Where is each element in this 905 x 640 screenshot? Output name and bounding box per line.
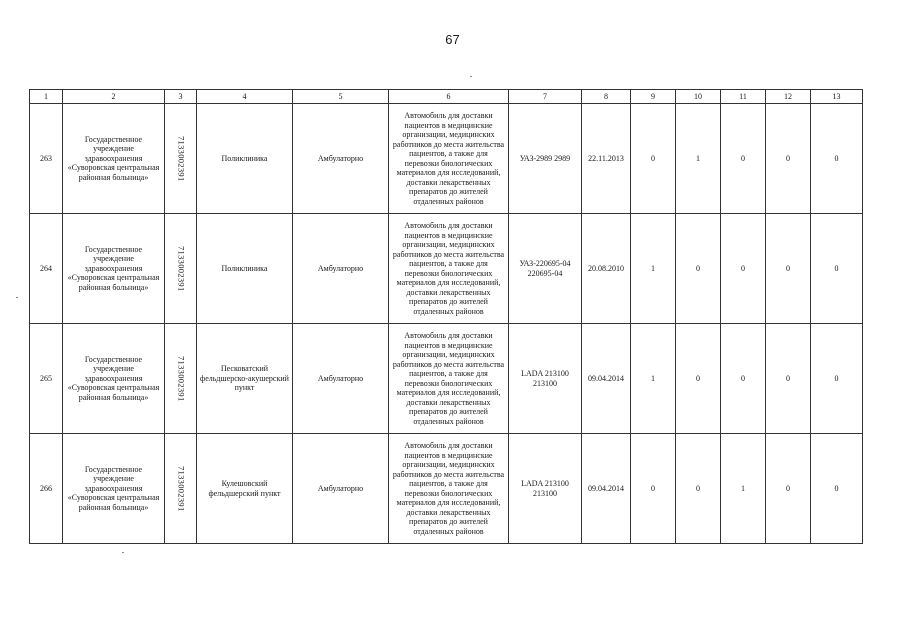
col-10-value: 0: [676, 324, 721, 434]
col-10-value: 1: [676, 104, 721, 214]
vehicle-model: УАЗ-2989 2989: [509, 104, 582, 214]
organization-name: Государственное учреждение здравоохранения «Суворовская центральная районная больница»: [63, 434, 165, 544]
header-col-5: 5: [293, 90, 389, 104]
vehicle-purpose: Автомобиль для доставки пациентов в медицинские организации, медицинских работников до места жительства пациентов, а также для перевозки биологических материалов для исследований, доставки лекарственных препаратов до жителей отдаленных районов: [389, 324, 509, 434]
header-col-9: 9: [631, 90, 676, 104]
header-col-2: 2: [63, 90, 165, 104]
header-col-10: 10: [676, 90, 721, 104]
header-col-8: 8: [582, 90, 631, 104]
col-10-value: 0: [676, 214, 721, 324]
header-col-6: 6: [389, 90, 509, 104]
table-row: [30, 324, 863, 434]
scan-speck: [470, 76, 472, 77]
registration-date: 22.11.2013: [582, 104, 631, 214]
col-12-value: 0: [766, 214, 811, 324]
unit-name: Кулешовский фельдшерский пункт: [197, 434, 293, 544]
vehicle-model: LADA 213100 213100: [509, 324, 582, 434]
col-12-value: 0: [766, 434, 811, 544]
care-type: Амбулаторно: [293, 104, 389, 214]
table-row: [30, 434, 863, 544]
table-row: [30, 104, 863, 214]
organization-name: Государственное учреждение здравоохранения «Суворовская центральная районная больница»: [63, 324, 165, 434]
col-11-value: 0: [721, 214, 766, 324]
vehicle-purpose: Автомобиль для доставки пациентов в медицинские организации, медицинских работников до места жительства пациентов, а также для перевозки биологических материалов для исследований, доставки лекарственных препаратов до жителей отдаленных районов: [389, 214, 509, 324]
col-13-value: 0: [811, 214, 863, 324]
header-col-7: 7: [509, 90, 582, 104]
inn-value: 7133002391: [176, 355, 187, 402]
vehicle-model: УАЗ-220695-04 220695-04: [509, 214, 582, 324]
vehicle-purpose: Автомобиль для доставки пациентов в медицинские организации, медицинских работников до места жительства пациентов, а также для перевозки биологических материалов для исследований, доставки лекарственных препаратов до жителей отдаленных районов: [389, 104, 509, 214]
inn-value: 7133002391: [176, 465, 187, 512]
vehicle-table: [29, 89, 863, 544]
header-col-3: 3: [165, 90, 197, 104]
col-12-value: 0: [766, 104, 811, 214]
col-13-value: 0: [811, 104, 863, 214]
scan-speck: [122, 552, 124, 553]
registration-date: 09.04.2014: [582, 324, 631, 434]
scan-speck: [16, 297, 18, 298]
header-col-1: 1: [30, 90, 63, 104]
inn-cell: [165, 434, 197, 544]
inn-value: 7133002391: [176, 135, 187, 182]
unit-name: Поликлиника: [197, 104, 293, 214]
header-col-4: 4: [197, 90, 293, 104]
vehicle-model: LADA 213100 213100: [509, 434, 582, 544]
vehicle-purpose: Автомобиль для доставки пациентов в медицинские организации, медицинских работников до места жительства пациентов, а также для перевозки биологических материалов для исследований, доставки лекарственных препаратов до жителей отдаленных районов: [389, 434, 509, 544]
header-col-11: 11: [721, 90, 766, 104]
col-9-value: 1: [631, 324, 676, 434]
unit-name: Песковатский фельдшерско-акушерский пункт: [197, 324, 293, 434]
col-9-value: 0: [631, 434, 676, 544]
registration-date: 20.08.2010: [582, 214, 631, 324]
inn-value: 7133002391: [176, 245, 187, 292]
inn-cell: [165, 324, 197, 434]
col-10-value: 0: [676, 434, 721, 544]
col-9-value: 1: [631, 214, 676, 324]
organization-name: Государственное учреждение здравоохранения «Суворовская центральная районная больница»: [63, 214, 165, 324]
header-col-12: 12: [766, 90, 811, 104]
unit-name: Поликлиника: [197, 214, 293, 324]
col-11-value: 0: [721, 324, 766, 434]
inn-cell: [165, 214, 197, 324]
header-row: [30, 90, 863, 104]
table-row: [30, 214, 863, 324]
row-number: 263: [30, 104, 63, 214]
page-number: 67: [445, 32, 460, 47]
row-number: 265: [30, 324, 63, 434]
inn-cell: [165, 104, 197, 214]
col-9-value: 0: [631, 104, 676, 214]
row-number: 264: [30, 214, 63, 324]
col-13-value: 0: [811, 324, 863, 434]
col-12-value: 0: [766, 324, 811, 434]
registration-date: 09.04.2014: [582, 434, 631, 544]
header-col-13: 13: [811, 90, 863, 104]
care-type: Амбулаторно: [293, 434, 389, 544]
organization-name: Государственное учреждение здравоохранения «Суворовская центральная районная больница»: [63, 104, 165, 214]
col-13-value: 0: [811, 434, 863, 544]
col-11-value: 0: [721, 104, 766, 214]
col-11-value: 1: [721, 434, 766, 544]
care-type: Амбулаторно: [293, 214, 389, 324]
care-type: Амбулаторно: [293, 324, 389, 434]
row-number: 266: [30, 434, 63, 544]
